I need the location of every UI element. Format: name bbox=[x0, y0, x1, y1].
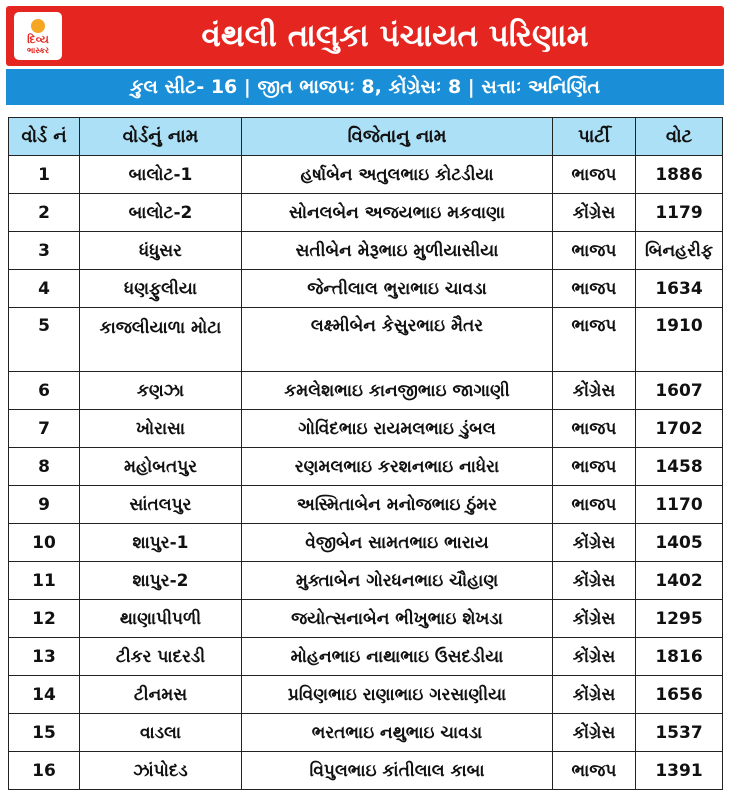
ward-no: 9 bbox=[9, 486, 80, 524]
winner-name: ભરતભાઇ નથુભાઇ ચાવડા bbox=[242, 714, 553, 752]
party: કોંગ્રેસ bbox=[553, 524, 636, 562]
party: કોંગ્રેસ bbox=[553, 562, 636, 600]
ward-name: બાલોટ-2 bbox=[80, 194, 242, 232]
ward-name: ઝાંપોદડ bbox=[80, 752, 242, 790]
party: કોંગ્રેસ bbox=[553, 194, 636, 232]
winner-name: સતીબેન મેરૂભાઇ મુળીયાસીયા bbox=[242, 232, 553, 270]
ward-name: થાણાપીપળી bbox=[80, 600, 242, 638]
votes: 1656 bbox=[636, 676, 723, 714]
party: ભાજપ bbox=[553, 232, 636, 270]
winner-name: જયોત્સનાબેન ભીખુભાઇ શેખડા bbox=[242, 600, 553, 638]
party: ભાજપ bbox=[553, 410, 636, 448]
party: ભાજપ bbox=[553, 270, 636, 308]
party: કોંગ્રેસ bbox=[553, 714, 636, 752]
ward-name: શાપુર-1 bbox=[80, 524, 242, 562]
ward-no: 5 bbox=[9, 308, 80, 372]
ward-name: ટીનમસ bbox=[80, 676, 242, 714]
ward-no: 1 bbox=[9, 156, 80, 194]
page-title: વંથલી તાલુકા પંચાયત પરિણામ bbox=[201, 18, 589, 54]
results-table bbox=[8, 117, 723, 790]
votes: 1458 bbox=[636, 448, 723, 486]
divya-bhaskar-logo bbox=[14, 12, 62, 60]
ward-name: ટીકર પાદરડી bbox=[80, 638, 242, 676]
votes: 1816 bbox=[636, 638, 723, 676]
ward-no: 16 bbox=[9, 752, 80, 790]
sun-icon bbox=[31, 19, 45, 33]
table-row bbox=[9, 232, 723, 270]
col-header-votes: વોટ bbox=[636, 118, 723, 156]
votes: 1702 bbox=[636, 410, 723, 448]
ward-name: બાલોટ-1 bbox=[80, 156, 242, 194]
votes: 1405 bbox=[636, 524, 723, 562]
col-header-ward-no: વોર્ડ નં bbox=[9, 118, 80, 156]
winner-name: મોહનભાઇ નાથાભાઇ ઉસદડીયા bbox=[242, 638, 553, 676]
ward-name: વાડલા bbox=[80, 714, 242, 752]
winner-name: લક્ષ્મીબેન કેસુરભાઇ મૈતર bbox=[242, 308, 553, 372]
table-row bbox=[9, 270, 723, 308]
ward-no: 12 bbox=[9, 600, 80, 638]
col-header-ward-name: વોર્ડનું નામ bbox=[80, 118, 242, 156]
votes: બિનહરીફ bbox=[636, 232, 723, 270]
summary-bar: કુલ સીટ- 16 | જીત ભાજપઃ 8, કોંગ્રેસઃ 8 | સત્તાઃ અનિર્ણિત bbox=[6, 69, 724, 105]
title-banner bbox=[6, 6, 724, 66]
winner-name: વિપુલભાઇ કાંતીલાલ કાબા bbox=[242, 752, 553, 790]
ward-name: ધણફુલીયા bbox=[80, 270, 242, 308]
table-row bbox=[9, 372, 723, 410]
ward-no: 10 bbox=[9, 524, 80, 562]
ward-no: 7 bbox=[9, 410, 80, 448]
table-row bbox=[9, 676, 723, 714]
party: ભાજપ bbox=[553, 156, 636, 194]
votes: 1295 bbox=[636, 600, 723, 638]
winner-name: પ્રવિણભાઇ રાણાભાઇ ગરસાણીયા bbox=[242, 676, 553, 714]
ward-name: કણઝા bbox=[80, 372, 242, 410]
col-header-winner: વિજેતાનુ નામ bbox=[242, 118, 553, 156]
winner-name: મુક્તાબેન ગોરધનભાઇ ચૌહાણ bbox=[242, 562, 553, 600]
ward-name: શાપુર-2 bbox=[80, 562, 242, 600]
winner-name: કમલેશભાઇ કાનજીભાઇ જાગાણી bbox=[242, 372, 553, 410]
ward-no: 4 bbox=[9, 270, 80, 308]
votes: 1402 bbox=[636, 562, 723, 600]
winner-name: જેન્તીલાલ ભુરાભાઇ ચાવડા bbox=[242, 270, 553, 308]
logo-text-line2: ભાસ્કર bbox=[26, 46, 50, 55]
table-row bbox=[9, 156, 723, 194]
table-row bbox=[9, 638, 723, 676]
col-header-party: પાર્ટી bbox=[553, 118, 636, 156]
ward-name: ધંધુસર bbox=[80, 232, 242, 270]
table-row bbox=[9, 600, 723, 638]
table-row bbox=[9, 194, 723, 232]
party: ભાજપ bbox=[553, 308, 636, 372]
ward-no: 11 bbox=[9, 562, 80, 600]
ward-no: 2 bbox=[9, 194, 80, 232]
party: કોંગ્રેસ bbox=[553, 372, 636, 410]
votes: 1634 bbox=[636, 270, 723, 308]
winner-name: અસ્મિતાબેન મનોજભાઇ ઠુંમર bbox=[242, 486, 553, 524]
table-row bbox=[9, 752, 723, 790]
ward-no: 8 bbox=[9, 448, 80, 486]
ward-name: સાંતલપુર bbox=[80, 486, 242, 524]
table-header-row bbox=[9, 118, 723, 156]
party: ભાજપ bbox=[553, 486, 636, 524]
ward-name: મહોબતપુર bbox=[80, 448, 242, 486]
winner-name: હર્ષાબેન અતુલભાઇ કોટડીયા bbox=[242, 156, 553, 194]
party: ભાજપ bbox=[553, 752, 636, 790]
votes: 1910 bbox=[636, 308, 723, 372]
table-row bbox=[9, 410, 723, 448]
party: કોંગ્રેસ bbox=[553, 638, 636, 676]
ward-no: 6 bbox=[9, 372, 80, 410]
winner-name: વેજીબેન સામતભાઇ ભારાય bbox=[242, 524, 553, 562]
winner-name: સોનલબેન અજયભાઇ મકવાણા bbox=[242, 194, 553, 232]
ward-no: 3 bbox=[9, 232, 80, 270]
winner-name: ગોવિંદભાઇ રાયમલભાઇ ડુંબલ bbox=[242, 410, 553, 448]
party: કોંગ્રેસ bbox=[553, 676, 636, 714]
votes: 1391 bbox=[636, 752, 723, 790]
party: ભાજપ bbox=[553, 448, 636, 486]
winner-name: રણમલભાઇ કરશનભાઇ નાધેરા bbox=[242, 448, 553, 486]
votes: 1179 bbox=[636, 194, 723, 232]
party: કોંગ્રેસ bbox=[553, 600, 636, 638]
table-row bbox=[9, 308, 723, 372]
logo-text-line1: દિવ્ય bbox=[27, 33, 49, 46]
table-row bbox=[9, 486, 723, 524]
table-row bbox=[9, 448, 723, 486]
ward-no: 15 bbox=[9, 714, 80, 752]
votes: 1537 bbox=[636, 714, 723, 752]
ward-no: 14 bbox=[9, 676, 80, 714]
ward-name: કાજલીયાળા મોટા bbox=[80, 308, 242, 372]
votes: 1886 bbox=[636, 156, 723, 194]
table-row bbox=[9, 524, 723, 562]
table-row bbox=[9, 714, 723, 752]
ward-name: ખોરાસા bbox=[80, 410, 242, 448]
votes: 1607 bbox=[636, 372, 723, 410]
ward-no: 13 bbox=[9, 638, 80, 676]
votes: 1170 bbox=[636, 486, 723, 524]
table-row bbox=[9, 562, 723, 600]
